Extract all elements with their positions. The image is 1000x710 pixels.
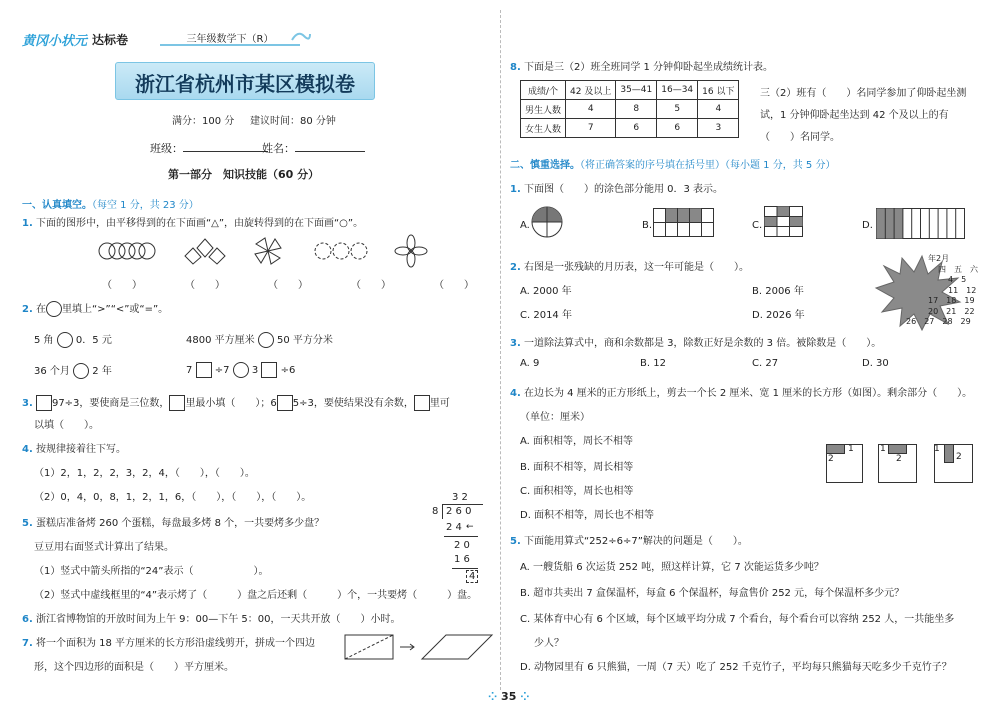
class-field[interactable] (150, 140, 268, 156)
c3-option-a[interactable]: A. 9 (520, 358, 540, 369)
strips-d-icon (876, 208, 966, 240)
q7-num: 7. (22, 638, 33, 649)
q4-line1[interactable]: （1）2，1，2，2，3，2，4，（ ），（ ）。 (34, 468, 255, 479)
c2-option-d[interactable]: D. 2026 年 (752, 310, 805, 321)
c5-option-d[interactable]: D. 动物园里有 6 只熊猫，一周（7 天）吃了 252 千克竹子，平均每只熊猫每天吃多少千克竹子？ (520, 662, 952, 673)
q1-shapes (95, 234, 435, 268)
q8: 8. 下面是三（2）班全班同学 1 分钟仰卧起坐成绩统计表。 (510, 62, 774, 73)
fig-label-3a: 1 (934, 444, 940, 454)
series-label: 达标卷 (92, 33, 129, 47)
c4-num: 4. (510, 388, 521, 399)
c5: 5. 下面能用算式“252÷6÷7”解决的问题是（ ）。 (510, 536, 748, 547)
q2-row1a[interactable]: 5 角 0．5 元 (34, 331, 112, 348)
name-label: 姓名： (262, 142, 295, 155)
q8-side2[interactable]: 试，1 分钟仰卧起坐达到 42 个及以上的有 (760, 110, 949, 121)
div-step1: 2 4 (446, 522, 462, 533)
c4-option-c[interactable]: C. 面积相等，周长也相等 (520, 486, 634, 497)
q6-num: 6. (22, 614, 33, 625)
c3-option-c[interactable]: C. 27 (752, 358, 779, 369)
div-step2: 1 6 (454, 554, 470, 565)
calendar-numbers: 年2月 四 五 六 4 5 11 12 17 18 19 20 21 22 26 27 28 29 (906, 254, 978, 326)
pinwheel-figure-icon (255, 238, 281, 264)
q7-line2[interactable]: 形，这个四边形的面积是（ ）平方厘米。 (34, 662, 234, 673)
c3-option-b[interactable]: B. 12 (640, 358, 666, 369)
diamonds-figure-icon (185, 239, 225, 264)
q2-circle-example (46, 301, 62, 317)
brand-logo: 黄冈小状元 (22, 34, 88, 49)
c4-option-a[interactable]: A. 面积相等，周长不相等 (520, 436, 634, 447)
q4-num: 4. (22, 444, 33, 455)
c2-num: 2. (510, 262, 521, 273)
c1-num: 1. (510, 184, 521, 195)
c4: 4. 在边长为 4 厘米的正方形纸上，剪去一个长 2 厘米、宽 1 厘米的长方形（如图）。剩余部分（ ）。 (510, 388, 973, 399)
c1-option-c[interactable]: C. (752, 220, 763, 231)
section1-heading: 一、认真填空。 (22, 200, 92, 211)
q8-side3[interactable]: （ ）名同学。 (760, 132, 840, 143)
q8-side1[interactable]: 三（2）班有（ ）名同学参加了仰卧起坐测 (760, 88, 967, 99)
fig-label-2a: 1 (880, 444, 886, 454)
q3-num: 3. (22, 398, 33, 409)
grid-c-icon (764, 206, 804, 238)
suggest-time: 建议时间：80 分钟 (250, 116, 336, 127)
div-quotient: 3 2 (452, 492, 468, 503)
c3-num: 3. (510, 338, 521, 349)
fig-label-3b: 2 (956, 452, 962, 462)
div-remainder-box: 4 (466, 570, 478, 583)
q7[interactable]: 7. 将一个面积为 18 平方厘米的长方形沿虚线剪开，拼成一个四边 (22, 638, 316, 649)
c2: 2. 右图是一张残缺的月历表，这一年可能是（ ）。 (510, 262, 749, 273)
arrow-right-icon (400, 644, 414, 650)
q7-figure (344, 632, 494, 662)
c2-option-b[interactable]: B. 2006 年 (752, 286, 804, 297)
q2-row2b[interactable]: 7 ÷7 3 ÷6 (186, 362, 295, 378)
fig-label-1b: 1 (848, 444, 854, 454)
div-divisor: 8 (432, 506, 439, 517)
q5-sub2[interactable]: （2）竖式中虚线框里的“4”表示烤了（ ）盘之后还剩（ ）个，一共要烤（ ）盘。 (34, 590, 478, 601)
q4: 4. 按规律接着往下写。 (22, 444, 126, 455)
c1: 1. 下面图（ ）的涂色部分能用 0．3 表示。 (510, 184, 724, 195)
cut-squares-figure (822, 440, 982, 486)
section2-title (510, 156, 835, 171)
gears-figure-icon (315, 243, 367, 259)
c1-option-a[interactable]: A. (520, 220, 530, 231)
q3-line2[interactable]: 以填（ ）。 (34, 420, 99, 431)
q8-num: 8. (510, 62, 521, 73)
q3[interactable]: 3. 97÷3，要使商是三位数， 里最小填（ ）；6 5÷3，要使结果没有余数， 里可 (22, 394, 450, 411)
c5-option-b[interactable]: B. 超市共卖出 7 盒保温杯，每盒 6 个保温杯，每盒售价 252 元，每个保温杯多少元？ (520, 588, 905, 599)
q4-line2[interactable]: （2）0，4，0，8，1，2，1，6，（ ），（ ），（ ）。 (34, 492, 312, 503)
q1 (22, 214, 363, 229)
section1-note: （每空 1 分，共 23 分） (92, 200, 199, 211)
grid-b-icon (653, 208, 715, 238)
section2-note: （将正确答案的序号填在括号里）（每小题 1 分，共 5 分） (580, 160, 836, 171)
rings-figure-icon (99, 243, 155, 259)
q1-num: 1. (22, 218, 33, 229)
class-label: 班级： (150, 142, 183, 155)
wave-decoration-icon (290, 28, 312, 44)
q8-table (520, 80, 739, 138)
c5-option-c[interactable]: C. 某体育中心有 6 个区域，每个区域平均分成 7 个看台，每个看台可以容纳 252 人，一共能坐多 (520, 614, 955, 625)
q5: 5. 蛋糕店准备烤 260 个蛋糕，每盘最多烤 8 个，一共要烤多少盘？ (22, 518, 325, 529)
c4-unit: （单位：厘米） (520, 412, 590, 423)
page-title: 浙江省杭州市某区模拟卷 (135, 72, 355, 96)
fig-label-1a: 2 (828, 454, 834, 464)
title-banner (115, 62, 375, 100)
q1-blanks[interactable]: （ ） （ ） （ ） （ ） （ ） (102, 280, 474, 291)
c4-option-b[interactable]: B. 面积不相等，周长相等 (520, 462, 634, 473)
div-dividend: 2 6 0 (446, 506, 472, 517)
name-field[interactable] (262, 140, 365, 156)
full-marks: 满分：100 分 (172, 116, 235, 127)
section2-heading: 二、慎重选择。 (510, 160, 580, 171)
c3: 3. 一道除法算式中，商和余数都是 3，除数正好是余数的 3 倍。被除数是（ ）。 (510, 338, 882, 349)
table-header-row: 成绩/个 42 及以上 35—41 16—34 16 以下 (521, 81, 739, 100)
q2: 2. 在 里填上“>”“<”或“=”。 (22, 300, 168, 317)
fig-label-2b: 2 (896, 454, 902, 464)
table-row: 女生人数 7 6 6 3 (521, 119, 739, 138)
c4-option-d[interactable]: D. 面积不相等，周长也不相等 (520, 510, 655, 521)
q5-line2: 豆豆用右面竖式计算出了结果。 (34, 542, 174, 553)
course-label: 三年级数学下（R） (160, 30, 300, 46)
q1-text: 下面的图形中，由平移得到的在下面画“△”，由旋转得到的在下面画“○”。 (35, 218, 364, 229)
c1-option-d[interactable]: D. (862, 220, 873, 231)
section1-title (22, 196, 199, 211)
q2-row2a[interactable]: 36 个月 2 年 (34, 362, 112, 379)
c1-option-b[interactable]: B. (642, 220, 653, 231)
c2-option-a[interactable]: A. 2000 年 (520, 286, 572, 297)
pie-quarters-icon (531, 206, 563, 238)
long-division (430, 492, 490, 584)
q5-num: 5. (22, 518, 33, 529)
arrow-left-icon: ← (466, 522, 474, 532)
part1-title: 第一部分 知识技能（60 分） (168, 168, 320, 181)
div-remainder1: 2 0 (454, 540, 470, 551)
q2-row1b[interactable]: 4800 平方厘米 50 平方分米 (186, 331, 333, 348)
column-divider (500, 10, 501, 690)
c3-option-d[interactable]: D. 30 (862, 358, 889, 369)
c5-option-c-cont[interactable]: 少人？ (534, 638, 564, 649)
c5-num: 5. (510, 536, 521, 547)
table-row: 男生人数 4 8 5 4 (521, 100, 739, 119)
c5-option-a[interactable]: A. 一艘货船 6 次运货 252 吨，照这样计算，它 7 次能运货多少吨？ (520, 562, 824, 573)
q6[interactable]: 6. 浙江省博物馆的开放时间为上午 9：00—下午 5：00，一天共开放（ ）小时。 (22, 614, 401, 625)
flower-figure-icon (395, 235, 427, 267)
q5-sub1[interactable]: （1）竖式中箭头所指的“24”表示（ ）。 (34, 566, 269, 577)
q2-num: 2. (22, 304, 33, 315)
page-number: ⁘ 35 ⁘ (488, 690, 530, 703)
c2-option-c[interactable]: C. 2014 年 (520, 310, 572, 321)
